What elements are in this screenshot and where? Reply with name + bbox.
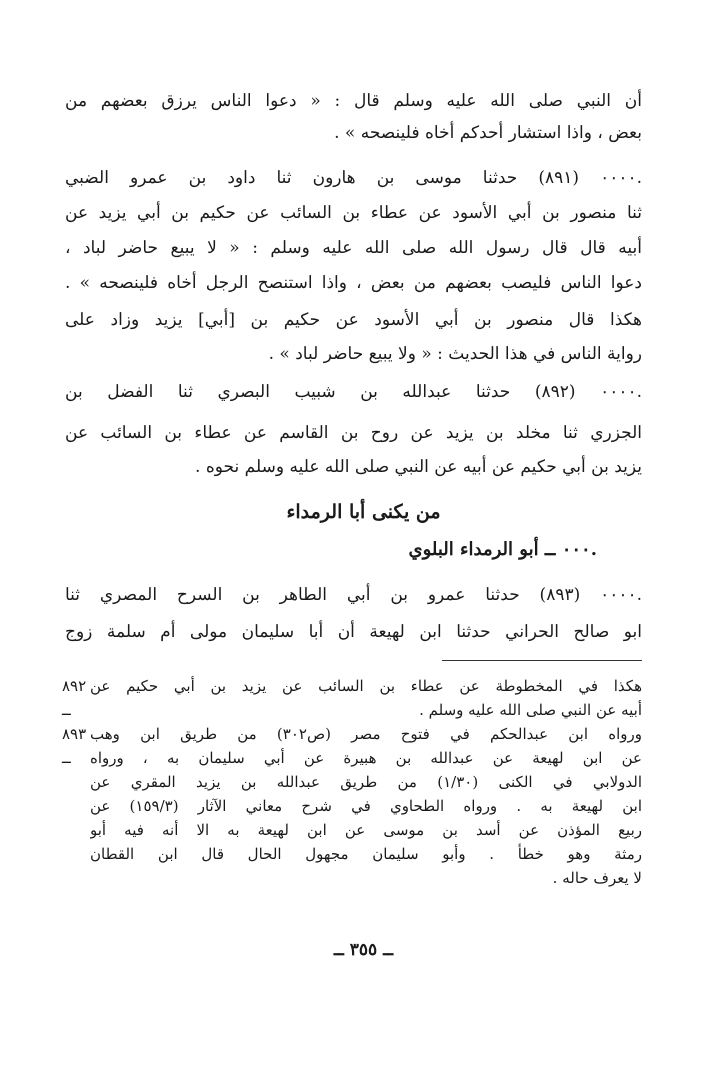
- hadith-892-start: .٠٠٠٠ (٨٩٢) حدثنا عبدالله بن شبيب البصري ثنا الفضل بن: [65, 382, 642, 402]
- footnote-line: ورواه ابن عبدالحكم في فتوح مصر (ص٣٠٢) من طريق ابن وهب: [90, 725, 642, 743]
- body-line: هكذا قال منصور بن أبي الأسود عن حكيم بن [أبي] يزيد وزاد على: [65, 310, 642, 330]
- body-line: أن النبي صلى الله عليه وسلم قال : « دعوا الناس يرزق بعضهم من: [65, 91, 642, 111]
- footnote-line: ابن لهيعة به . ورواه الطحاوي في شرح معاني الآثار (١٥٩/٣) عن: [90, 797, 642, 815]
- footnote-separator: [442, 660, 642, 661]
- body-line: بعض ، واذا استشار أحدكم أخاه فلينصحه » .: [334, 123, 642, 143]
- footnote-line: رمثة وهو خطأ . وأبو سليمان مجهول الحال قال ابن القطان: [90, 845, 642, 863]
- body-line: ابو صالح الحراني حدثنا ابن لهيعة أن أبا سليمان مولى أم سلمة زوج: [65, 622, 642, 642]
- section-subheading: .٠٠٠ ــ أبو الرمداء البلوي: [408, 539, 597, 560]
- footnote-line: ربيع المؤذن عن أسد بن موسى عن ابن لهيعة به الا أنه فيه أبو: [90, 821, 642, 839]
- footnote-line: لا يعرف حاله .: [552, 869, 642, 887]
- page-number: ــ ٣٥٥ ــ: [333, 940, 394, 960]
- footnote-line: عن ابن لهيعة عن عبدالله بن هبيرة عن أبي سليمان به ، ورواه: [90, 749, 642, 767]
- footnote-number: ٨٩٢ ــ: [62, 677, 87, 719]
- footnote-line: أبيه عن النبي صلى الله عليه وسلم .: [419, 701, 642, 719]
- footnote-number: ٨٩٣ ــ: [62, 725, 87, 767]
- body-line: الجزري ثنا مخلد بن يزيد عن روح بن القاسم عن عطاء بن السائب عن: [65, 423, 642, 443]
- body-line: رواية الناس في هذا الحديث : « ولا يبيع حاضر لباد » .: [268, 344, 642, 364]
- body-line: ثنا منصور بن أبي الأسود عن عطاء بن السائب عن حكيم بن أبي يزيد عن: [65, 203, 642, 223]
- footnote-line: الدولابي في الكنى (١/٣٠) من طريق عبدالله بن يزيد المقري عن: [90, 773, 642, 791]
- chapter-heading: من يكنى أبا الرمداء: [286, 501, 441, 523]
- body-line: دعوا الناس فليصب بعضهم من بعض ، واذا استنصح الرجل أخاه فلينصحه » .: [65, 273, 642, 293]
- hadith-891-start: .٠٠٠٠ (٨٩١) حدثنا موسى بن هارون ثنا داود بن عمرو الضبي: [65, 168, 642, 188]
- hadith-893-start: .٠٠٠٠ (٨٩٣) حدثنا عمرو بن أبي الطاهر بن السرح المصري ثنا: [65, 585, 642, 605]
- body-line: أبيه قال قال رسول الله صلى الله عليه وسلم : « لا يبيع حاضر لباد ،: [65, 238, 642, 258]
- body-line: يزيد بن أبي حكيم عن أبيه عن النبي صلى الله عليه وسلم نحوه .: [195, 457, 642, 477]
- footnote-line: هكذا في المخطوطة عن عطاء بن السائب عن يزيد بن أبي حكيم عن: [90, 677, 642, 695]
